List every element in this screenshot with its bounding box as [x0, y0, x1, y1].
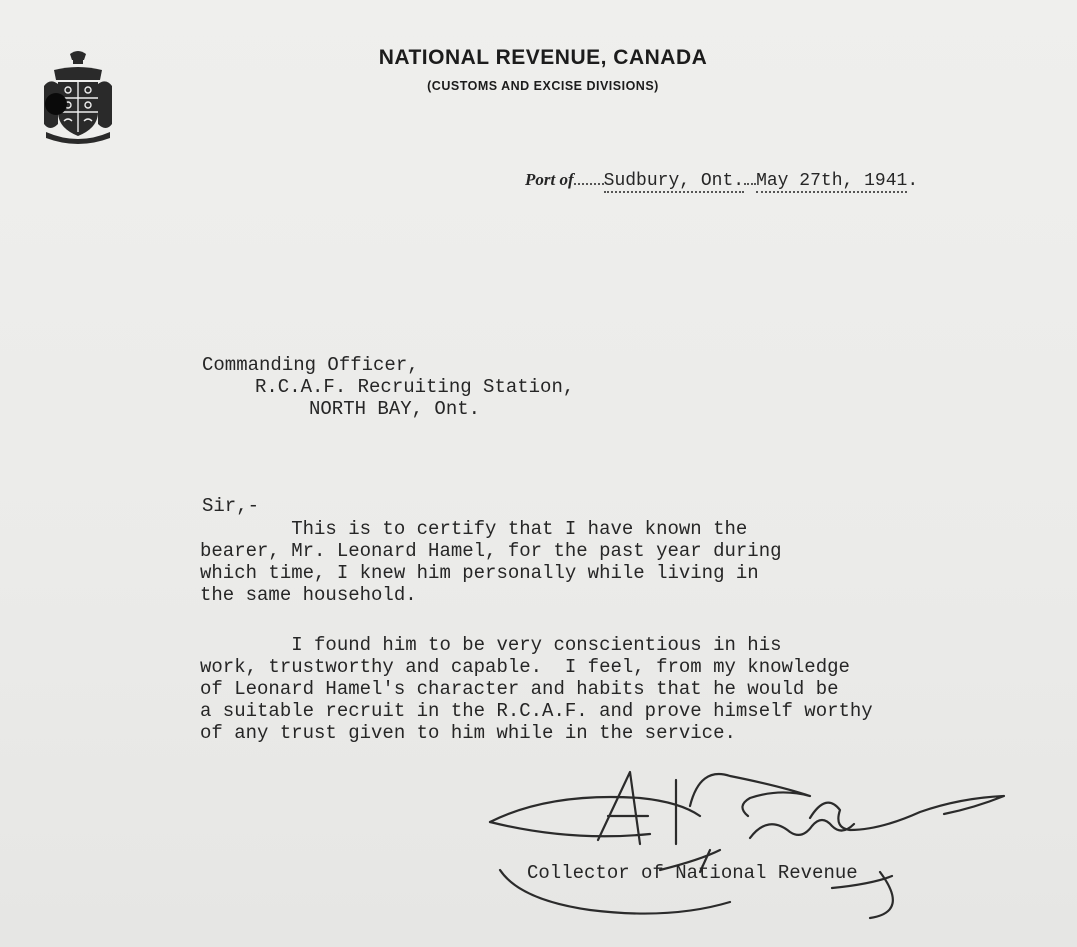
recipient-address — [202, 354, 574, 420]
paragraph-line: bearer, Mr. Leonard Hamel, for the past year during — [200, 540, 782, 562]
paragraph-line: which time, I knew him personally while living in — [200, 562, 759, 584]
handwritten-signature-icon — [480, 760, 1040, 930]
signature-block — [480, 760, 1040, 930]
letterhead-title: NATIONAL REVENUE, CANADA — [378, 46, 708, 69]
letter-date: May 27th, 1941 — [756, 171, 908, 191]
signature-title: Collector of National Revenue — [527, 862, 858, 884]
port-label: Port of — [525, 170, 574, 189]
body-paragraph-1 — [200, 518, 782, 606]
address-line: R.C.A.F. Recruiting Station, — [255, 376, 575, 398]
paragraph-line: the same household. — [200, 584, 417, 606]
paragraph-line: I found him to be very conscientious in his — [200, 634, 782, 656]
letterhead — [0, 46, 1077, 93]
port-place: Sudbury, Ont. — [603, 171, 745, 191]
body-paragraph-2 — [200, 634, 873, 744]
address-line: NORTH BAY, Ont. — [309, 398, 481, 420]
paragraph-line: This is to certify that I have known the — [200, 518, 748, 540]
date-period: . — [907, 171, 919, 191]
port-date-line — [525, 170, 918, 193]
paragraph-line: of Leonard Hamel's character and habits that he would be — [200, 678, 839, 700]
letterhead-subtitle: (CUSTOMS AND EXCISE DIVISIONS) — [427, 79, 659, 93]
paragraph-line: a suitable recruit in the R.C.A.F. and prove himself worthy — [200, 700, 873, 722]
paragraph-line: of any trust given to him while in the service. — [200, 722, 736, 744]
address-line: Commanding Officer, — [202, 354, 419, 376]
salutation: Sir,- — [202, 495, 260, 517]
paragraph-line: work, trustworthy and capable. I feel, from my knowledge — [200, 656, 850, 678]
